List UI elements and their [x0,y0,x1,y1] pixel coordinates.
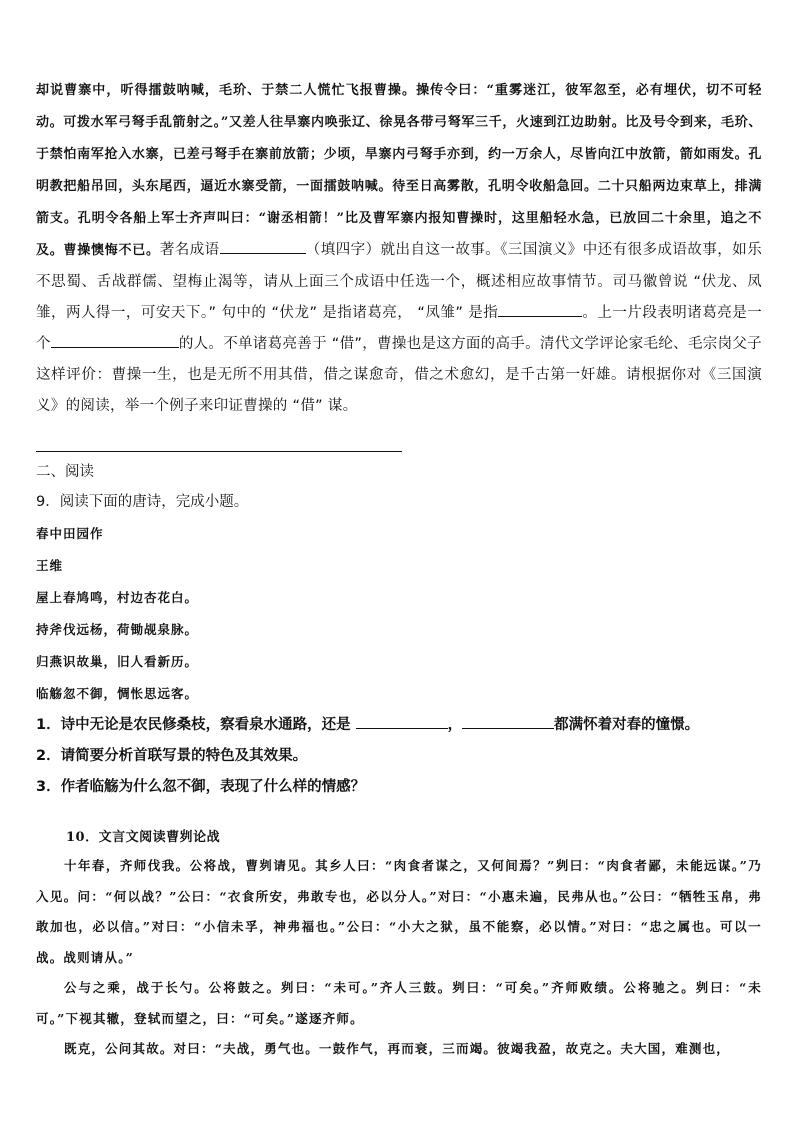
q10-title: 10．文言文阅读曹刿论战 [66,830,221,845]
fill-blank-zhuge-trait[interactable] [51,333,179,348]
q8-text-1: 著名成语 [159,242,220,258]
section-title: 二、阅读 [36,464,94,480]
answer-line[interactable] [36,429,402,452]
q8-text-2: （填四字）就出自这一故事。《三国演义》中还有很多成语故事，如乐不思蜀、舌战群儒、望梅止渴等，请从上面三个成语中任选一个，概述相应故事情节。司马徽曾说 “伏龙、凤雏，两人得一，可安天下。” 句中的 “伏龙” 是指诸葛亮， “凤雏” 是指 [36,242,763,321]
fill-blank-fengchu[interactable] [498,302,582,317]
fill-blank-q9-b[interactable] [462,714,554,729]
classical-paragraph: 公与之乘，战于长勺。公将鼓之。刿曰：“未可。”齐人三鼓。刿曰：“可矣。”齐师败绩。公将驰之。刿曰：“未可。”下视其辙，登轼而望之，曰：“可矣。”遂逐齐师。 [36,980,762,1026]
fill-blank-q9-a[interactable] [356,714,448,729]
q8-text-3: 。上一片段表明诸葛亮是一个 [36,305,763,352]
fill-blank-idiom[interactable] [220,239,306,254]
classical-paragraph: 既克，公问其故。对曰：“夫战，勇气也。一鼓作气，再而衰，三而竭。彼竭我盈，故克之。夫大国，难测也， [64,1041,730,1056]
poem-line: 屋上春鸠鸣，村边杏花白。 [36,590,199,605]
classical-paragraph: 十年春，齐师伐我。公将战，曹刿请见。其乡人曰：“肉食者谋之，又何间焉？”刿曰：“肉食者鄙，未能远谋。”乃入见。问：“何以战？”公曰：“衣食所安，弗敢专也，必以分人。”对曰：“小惠未遍，民弗从也。”公曰：“牺牲玉帛，弗敢加也，必以信。”对曰：“小信未孚，神弗福也。”公曰：“小大之狱，虽不能察，必以情。”对曰：“忠之属也。可以一战。战则请从。” [36,858,762,965]
q9-sub1-text-a: 1．诗中无论是农民修桑枝，察看泉水通路，还是 [36,717,356,733]
poem-line: 持斧伐远杨，荷锄觇泉脉。 [36,622,199,637]
q9-sub3: 3．作者临觞为什么忽不御，表现了什么样的情感？ [36,779,366,795]
poem-line: 临觞忽不御，惆怅思远客。 [36,686,199,701]
poem-title: 春中田园作 [36,526,104,541]
q9-title: 9．阅读下面的唐诗，完成小题。 [36,494,249,510]
poem-line: 归燕识故巢，旧人看新历。 [36,654,199,669]
q9-sub1-text-c: 都满怀着对春的憧憬。 [554,717,700,733]
q9-sub1-text-b: ， [447,717,463,733]
poem-author: 王维 [36,558,64,573]
passage-excerpt: 却说曹寨中，听得擂鼓呐喊，毛玠、于禁二人慌忙飞报曹操。操传令曰：“重雾迷江，彼军忽至，必有埋伏，切不可轻动。可拨水军弓弩手乱箭射之。”又差人往旱寨内唤张辽、徐晃各带弓弩军三千，火速到江边助射。比及号令到来，毛玠、于禁怕南军抢入水寨，已差弓弩手在寨前放箭；少顷，旱寨内弓弩手亦到，约一万余人，尽皆向江中放箭，箭如雨发。孔明教把船吊回，头东尾西，逼近水寨受箭，一面擂鼓呐喊。待至日高雾散，孔明令收船急回。二十只船两边束草上，排满箭支。孔明令各船上军士齐声叫曰：“谢丞相箭！”比及曹军寨内报知曹操时，这里船轻水急，已放回二十余里，追之不及。曹操懊悔不已。 [36,83,762,258]
q8-text-4: 的人。不单诸葛亮善于 “借”，曹操也是这方面的高手。清代文学评论家毛纶、毛宗岗父子这样评价：曹操一生，也是无所不用其借，借之谋愈奇，借之术愈幻，是千古第一奸雄。请根据你对《三国演义》的阅读，举一个例子来印证曹操的 “借” 谋。 [36,336,762,414]
passage-paragraph [36,74,762,421]
q9-sub1 [36,710,762,741]
q9-sub2: 2．请简要分析首联写景的特色及其效果。 [36,748,308,764]
document-page [36,74,762,1065]
